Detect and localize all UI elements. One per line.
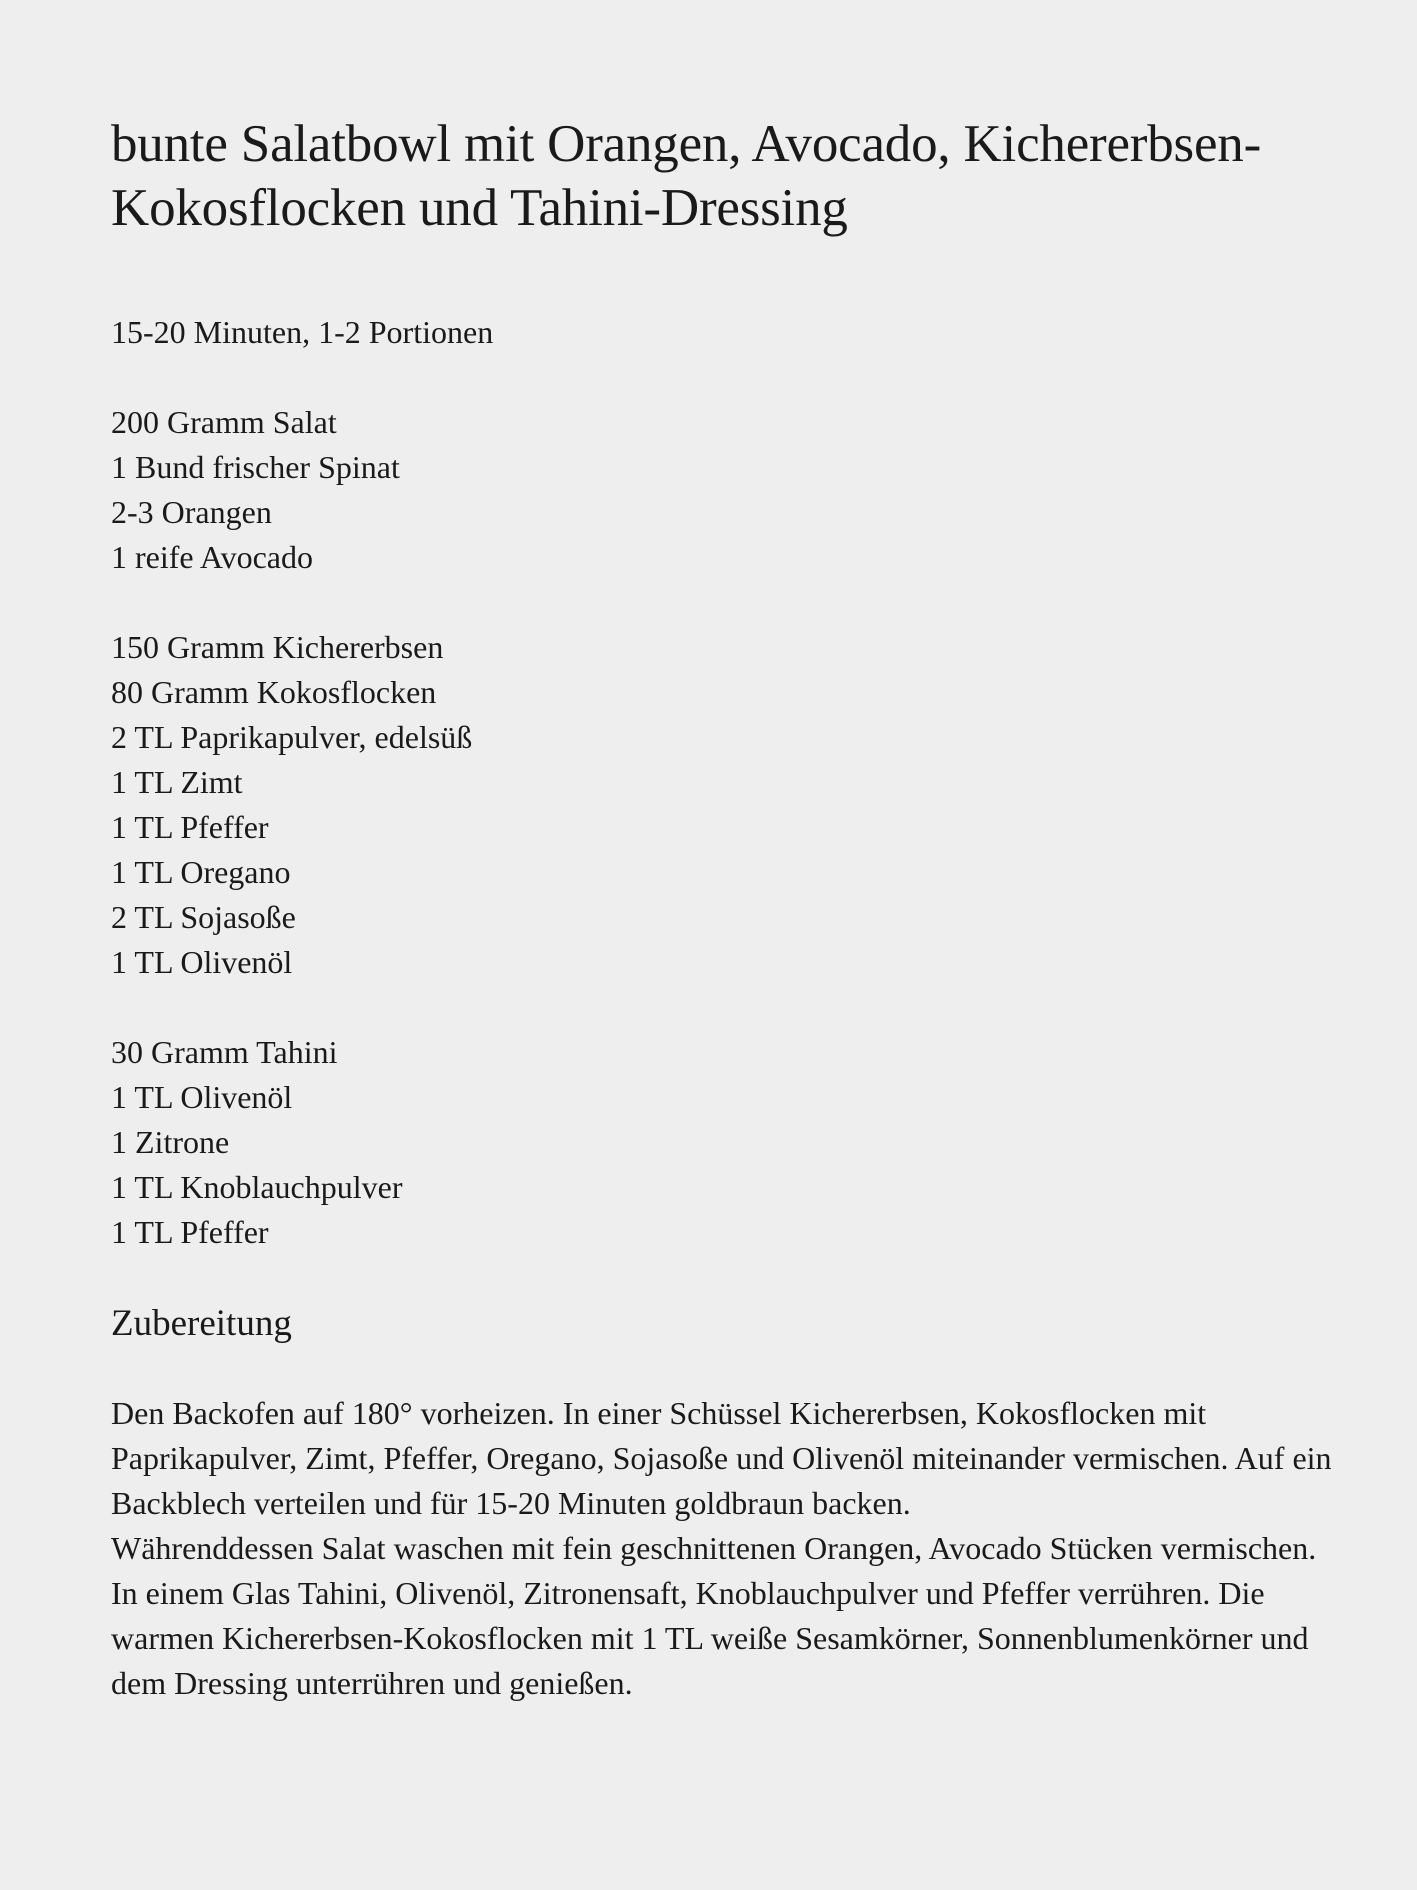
ingredient-item: 1 TL Pfeffer <box>111 1214 269 1250</box>
ingredient-item: 2 TL Sojasoße <box>111 899 296 935</box>
ingredient-group-dressing <box>111 1030 1417 1255</box>
ingredient-item: 1 TL Pfeffer <box>111 809 269 845</box>
recipe-time-servings: 15-20 Minuten, 1-2 Portionen <box>111 314 494 350</box>
ingredient-group-chickpeas <box>111 625 1417 985</box>
recipe-title: bunte Salatbowl mit Orangen, Avocado, Kichererbsen-Kokosflocken und Tahini-Dressing <box>111 115 1262 237</box>
ingredient-item: 1 TL Knoblauchpulver <box>111 1169 403 1205</box>
ingredient-item: 1 TL Oregano <box>111 854 291 890</box>
ingredient-item: 1 Bund frischer Spinat <box>111 449 400 485</box>
ingredient-item: 200 Gramm Salat <box>111 404 337 440</box>
preparation-instructions <box>111 1391 1341 1706</box>
preparation-heading: Zubereitung <box>111 1303 292 1344</box>
ingredient-item: 1 TL Olivenöl <box>111 1079 293 1115</box>
ingredient-item: 1 reife Avocado <box>111 539 313 575</box>
ingredient-item: 2-3 Orangen <box>111 494 272 530</box>
preparation-paragraph: Währenddessen Salat waschen mit fein geschnittenen Orangen, Avocado Stücken vermischen. In einem Glas Tahini, Olivenöl, Zitronensaft, Knoblauchpulver und Pfeffer verrühren. Die warmen Kichererbsen-Kokosflocken mit 1 TL weiße Sesamkörner, Sonnenblumenkörner und dem Dressing unterrühren und genießen. <box>111 1530 1317 1701</box>
ingredient-item: 30 Gramm Tahini <box>111 1034 338 1070</box>
preparation-paragraph: Den Backofen auf 180° vorheizen. In einer Schüssel Kichererbsen, Kokosflocken mit Paprikapulver, Zimt, Pfeffer, Oregano, Sojasoße und Olivenöl miteinander vermischen. Auf ein Backblech verteilen und für 15-20 Minuten goldbraun backen. <box>111 1395 1332 1521</box>
ingredient-group-salad <box>111 400 1417 580</box>
ingredient-item: 80 Gramm Kokosflocken <box>111 674 437 710</box>
ingredient-item: 150 Gramm Kichererbsen <box>111 629 444 665</box>
ingredient-item: 1 TL Olivenöl <box>111 944 293 980</box>
ingredient-item: 2 TL Paprikapulver, edelsüß <box>111 719 473 755</box>
ingredient-item: 1 Zitrone <box>111 1124 230 1160</box>
ingredient-item: 1 TL Zimt <box>111 764 243 800</box>
